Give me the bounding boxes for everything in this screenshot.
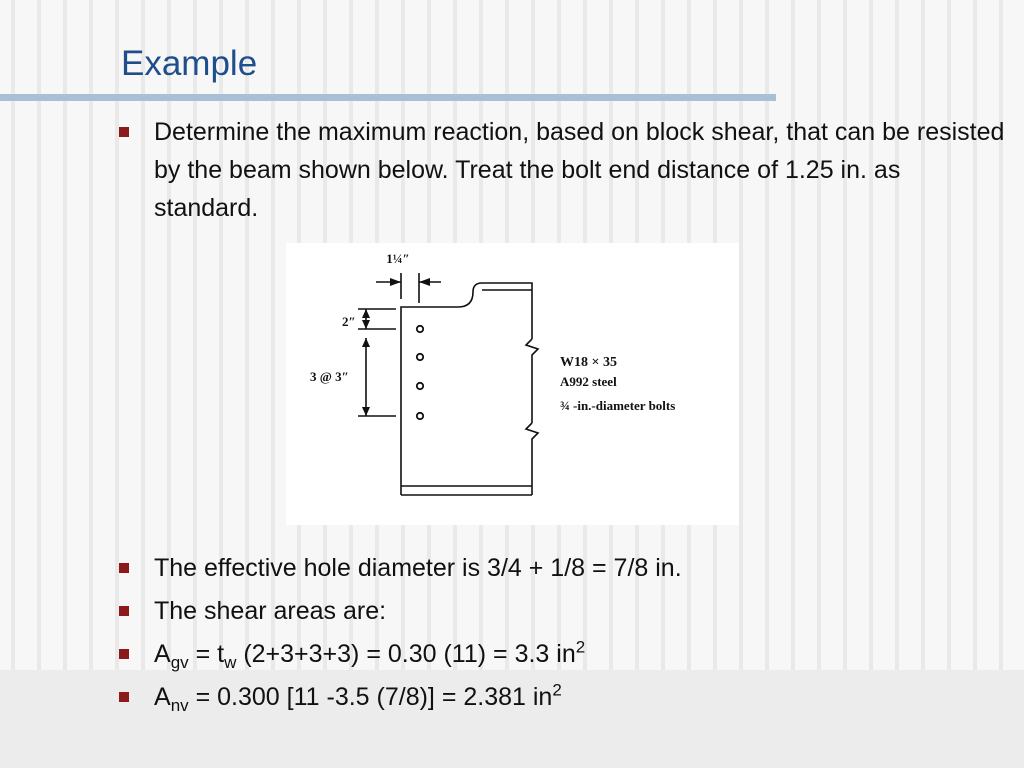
- list-item: [117, 635, 1007, 673]
- title-rule: [0, 94, 776, 101]
- beam-figure: [286, 243, 739, 525]
- bolt-spacing-label: 3 @ 3″: [310, 369, 349, 384]
- bullet-square-icon: [119, 692, 129, 702]
- arrow-up-edge: [362, 309, 370, 318]
- list-item: [117, 113, 1007, 227]
- bolt-hole: [417, 383, 423, 389]
- bullet-square-icon: [119, 606, 129, 616]
- list-item: [117, 592, 1007, 630]
- agv-equation: $A_{gv} = t_w$ (2+3+3+3) = 0.30 (11) = 3.3 $in^2$: [154, 637, 586, 672]
- arrow-down-spacing: [362, 407, 370, 416]
- bolt-hole: [417, 326, 423, 332]
- edge-distance-label: 2″: [342, 314, 356, 329]
- bullet-list-bottom: [117, 549, 1007, 721]
- arrow-left: [419, 278, 430, 286]
- list-item: [117, 678, 1007, 716]
- end-distance-label: 1¼″: [386, 251, 410, 266]
- arrow-up-spacing: [362, 338, 370, 347]
- bullet-square-icon: [119, 563, 129, 573]
- bolt-size-label: ¾ -in.-diameter bolts: [560, 398, 676, 413]
- bolt-hole: [417, 413, 423, 419]
- section-label: W18 × 35: [560, 355, 617, 370]
- bullet-square-icon: [119, 649, 129, 659]
- bullet-square-icon: [119, 127, 129, 137]
- shear-areas-text: The shear areas are:: [154, 597, 387, 625]
- arrow-right: [390, 278, 401, 286]
- end-distance-extension-lines: [401, 273, 419, 303]
- bottom-flange: [401, 486, 532, 495]
- anv-equation: $A_{nv} = 0.300$ [11 -3.5 (7/8)] = 2.381 $in^2$: [154, 680, 562, 715]
- slide-title: Example: [121, 44, 258, 83]
- list-item: [117, 549, 1007, 587]
- beam-diagram: [286, 243, 739, 525]
- bolt-hole: [417, 354, 423, 360]
- break-line-lower: [526, 423, 538, 495]
- steel-grade-label: A992 steel: [560, 374, 617, 389]
- bullet-list-top: [117, 113, 1007, 233]
- break-line-upper: [526, 339, 538, 423]
- problem-statement: Determine the maximum reaction, based on block shear, that can be resisted by the beam shown below. Treat the bolt end distance of 1.25 in. as standard.: [154, 118, 1005, 222]
- hole-diameter-text: The effective hole diameter is 3/4 + 1/8 = 7/8 in.: [154, 554, 682, 582]
- vertical-extension-lines: [358, 309, 396, 416]
- arrow-down-edge: [362, 320, 370, 329]
